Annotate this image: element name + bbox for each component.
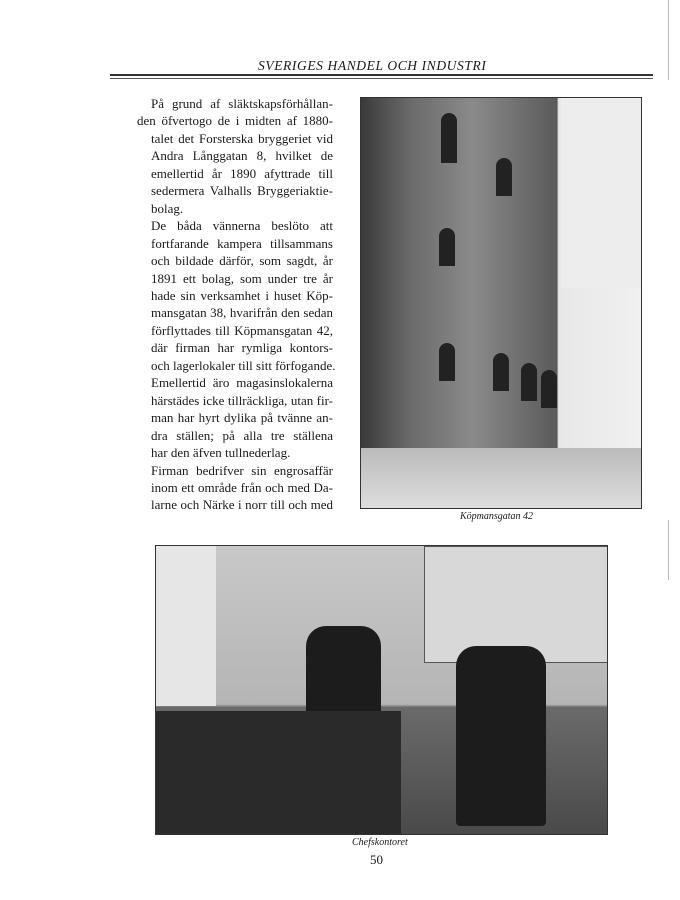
text-line: den öfvertogo de i midten af 1880-: [137, 113, 333, 129]
text-line: Andra Långgatan 8, hvilket de: [151, 148, 333, 164]
photo-window: [156, 546, 216, 706]
paragraph-2: [137, 217, 336, 461]
header-rule: [110, 74, 653, 76]
scan-edge-mark: [668, 520, 669, 580]
page-number: 50: [370, 852, 383, 867]
photo-window: [441, 113, 457, 163]
photo-window: [541, 370, 557, 408]
text-line: dra ställen; på alla tre ställena: [151, 427, 333, 443]
paragraph-1: [137, 95, 333, 217]
photo-window: [496, 158, 512, 196]
photo-reading-man: [456, 646, 546, 826]
photo-sky: [561, 98, 641, 288]
text-line: bolag.: [151, 200, 184, 216]
photo-window: [493, 353, 509, 391]
paragraph-3: [137, 462, 333, 514]
photo-window: [521, 363, 537, 401]
text-line: inom ett område från och med Da-: [151, 479, 333, 495]
text-line: larne och Närke i norr till och med: [151, 497, 333, 513]
photo-street: [361, 448, 641, 508]
text-line: Firman bedrifver sin engrosaffär: [151, 462, 333, 478]
text-line: hade sin verksamhet i huset Köp-: [151, 287, 333, 303]
building-photo: [360, 97, 642, 509]
header-rule-thin: [110, 78, 653, 79]
text-line: förflyttades till Köpmansgatan 42,: [151, 322, 333, 338]
photo-window: [439, 343, 455, 381]
text-line: 1891 ett bolag, som under tre år: [151, 270, 333, 286]
text-line: och lagerlokaler till sitt förfogande.: [151, 357, 336, 373]
body-text: [137, 95, 336, 514]
text-line: man har hyrt dylika på tvänne an-: [151, 410, 333, 426]
text-line: Emellertid äro magasinslokalerna: [151, 375, 333, 391]
figure-caption: Chefskontoret: [352, 837, 408, 848]
photo-seated-man: [306, 626, 381, 716]
text-line: har den äfven tullnederlag.: [151, 445, 291, 461]
running-header: SVERIGES HANDEL OCH INDUSTRI: [258, 58, 487, 73]
photo-window: [439, 228, 455, 266]
text-line: härstädes icke tillräckliga, utan fir-: [151, 392, 333, 408]
text-line: sedermera Valhalls Bryggeriaktie-: [151, 183, 333, 199]
text-line: emellertid år 1890 afyttrade till: [151, 165, 333, 181]
text-line: mansgatan 38, hvarifrån den sedan: [151, 305, 333, 321]
text-line: där firman har rymliga kontors-: [151, 340, 333, 356]
text-line: På grund af släktskapsförhållan-: [151, 96, 333, 111]
office-photo: [155, 545, 608, 835]
text-line: fortfarande kampera tillsammans: [151, 235, 333, 251]
figure-caption: Köpmansgatan 42: [460, 511, 534, 522]
text-line: De båda vännerna beslöto att: [151, 218, 333, 234]
photo-desk: [156, 711, 401, 834]
text-line: och bildade därför, som sagdt, år: [151, 253, 333, 269]
scan-edge-mark: [668, 0, 669, 80]
text-line: talet det Forsterska bryggeriet vid: [151, 130, 333, 146]
